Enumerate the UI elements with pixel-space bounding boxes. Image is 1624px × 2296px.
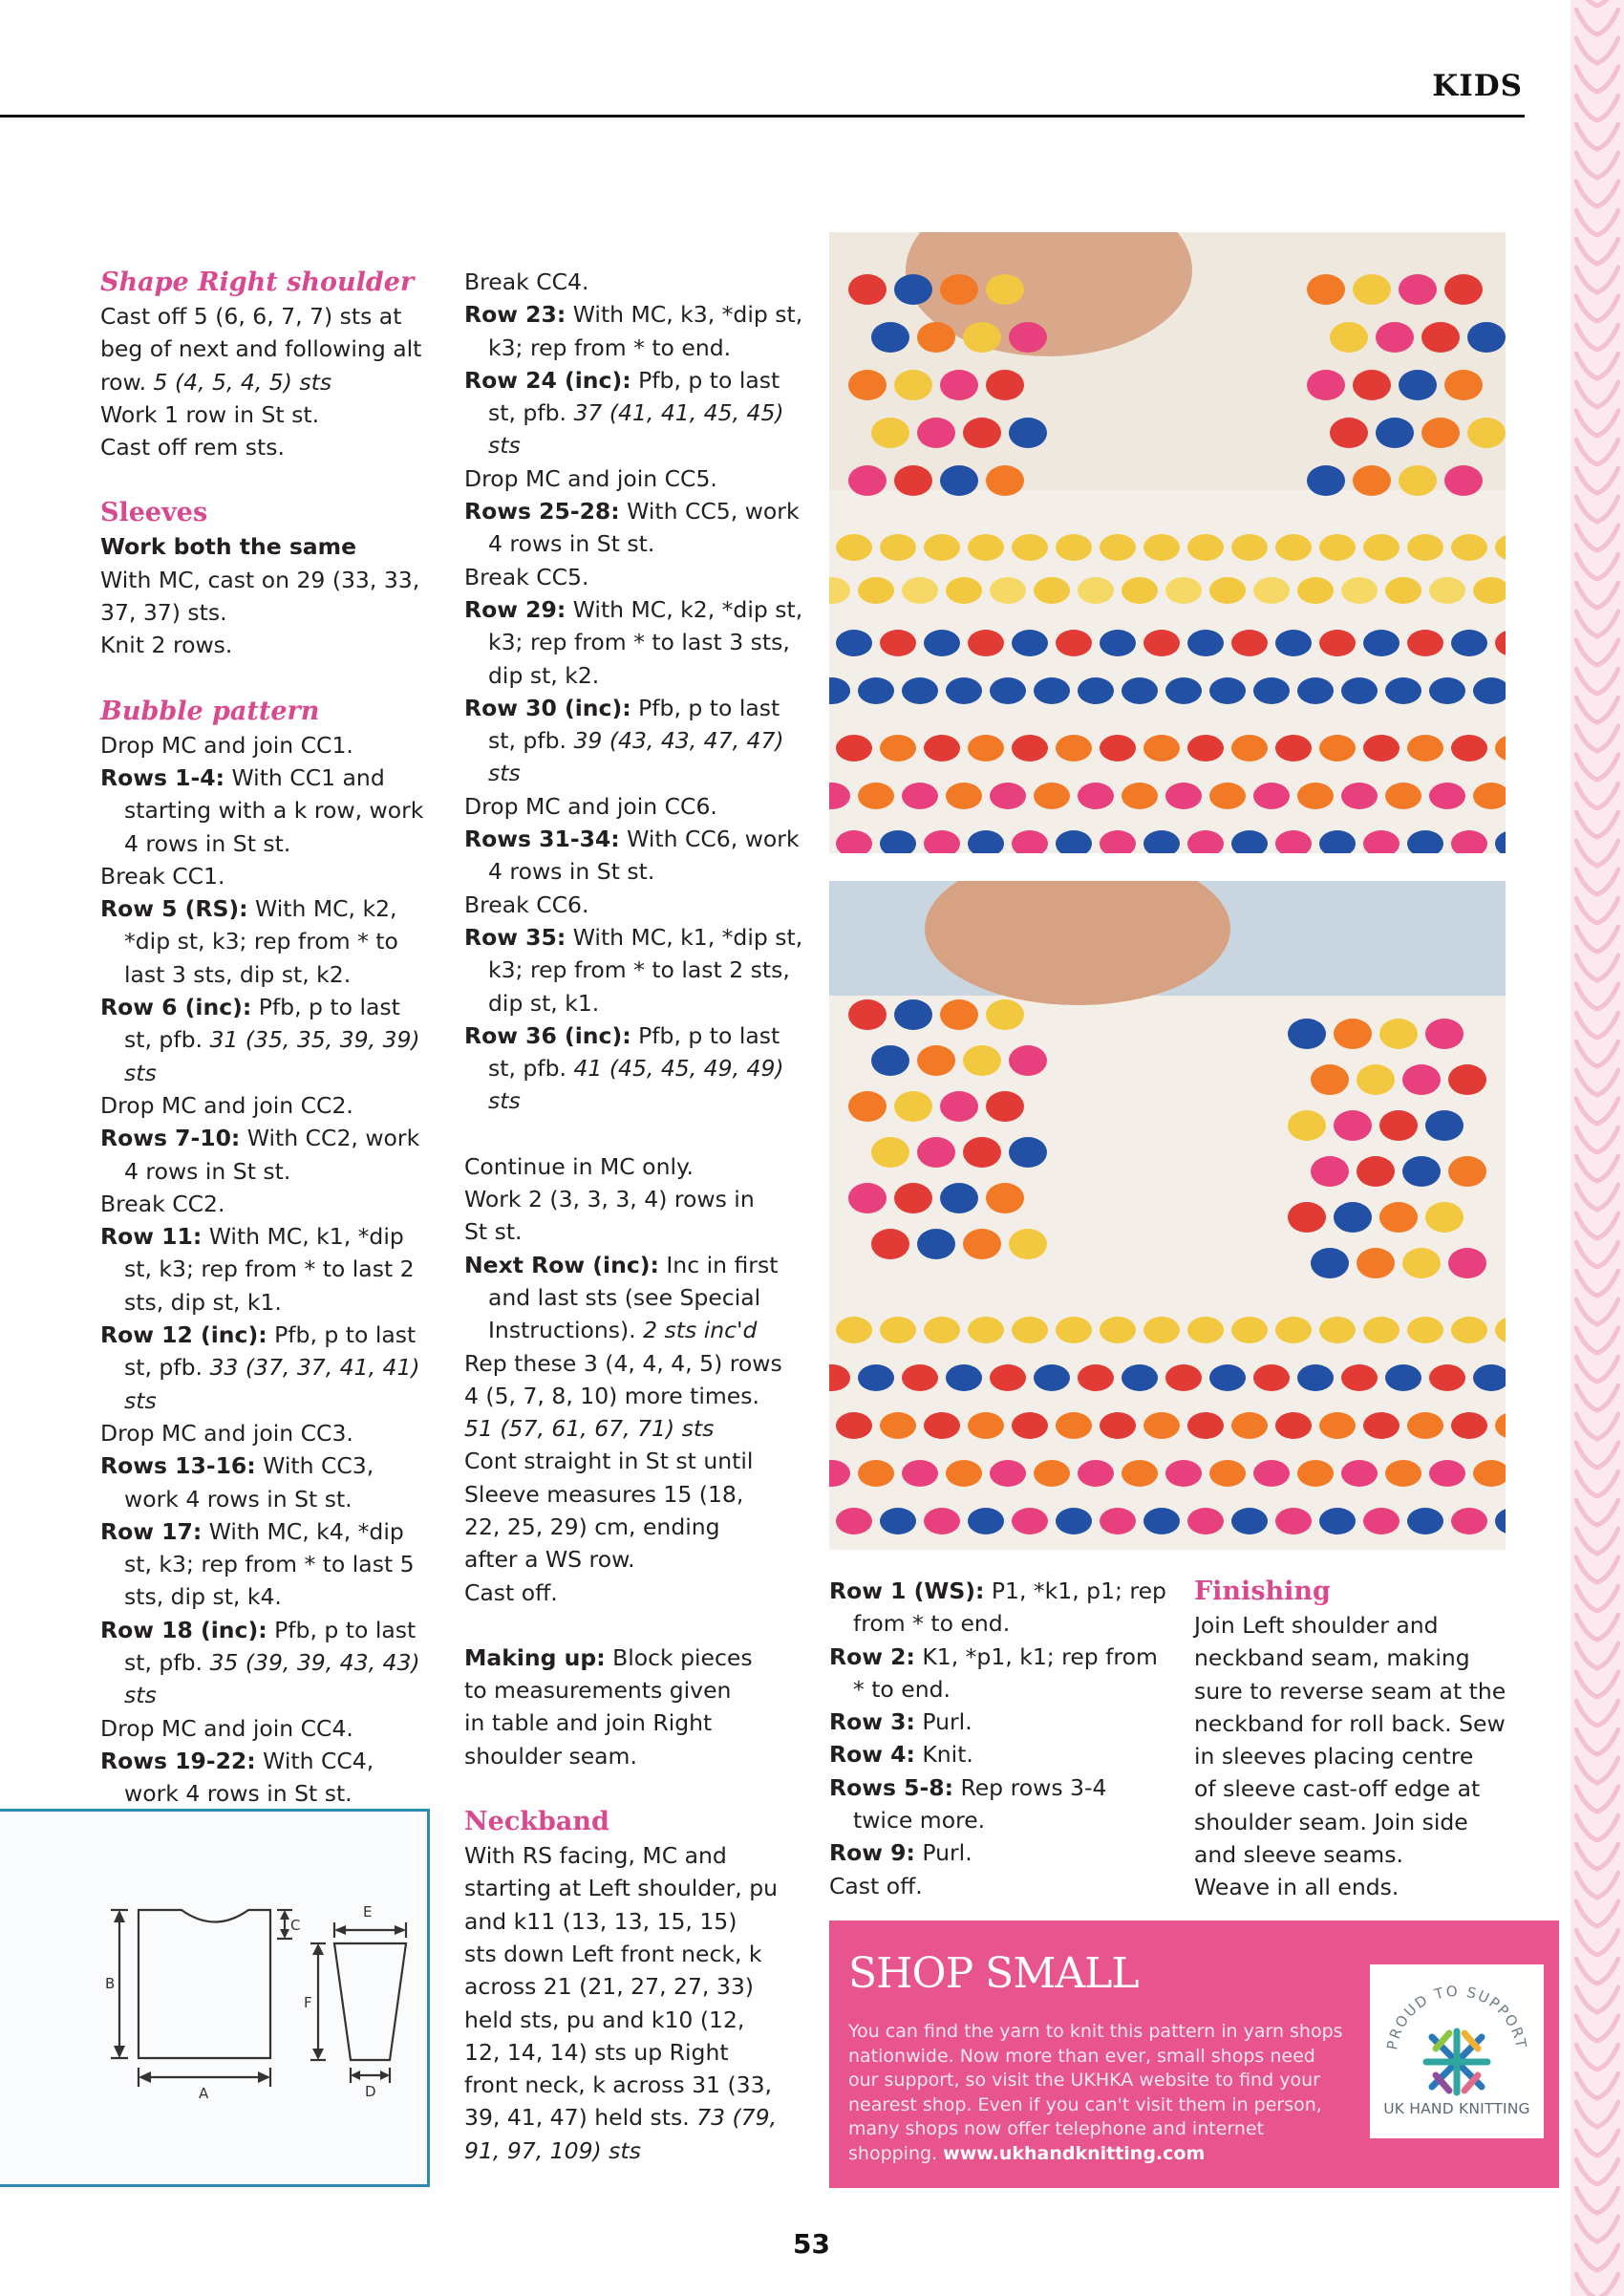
text-line: held sts, pu and k10 (12, [464,2006,745,2033]
shop-small-box [829,1920,1559,2188]
text-line: Drop MC and join CC4. [100,1714,353,1742]
text-line: in sleeves placing centre [1194,1743,1474,1770]
decorative-knit-strip [1571,0,1624,2296]
photo-baby-sweater-bottom [829,881,1506,1550]
text-line: sure to reverse seam at the [1194,1677,1506,1705]
pattern-row: Rows 31-34: With CC6, work 4 rows in St st. [464,826,800,886]
text-line: Break CC4. [464,268,589,295]
text-line: shoulder seam. Join side [1194,1808,1468,1835]
text-line: Cast off 5 (6, 6, 7, 7) sts at [100,303,402,330]
text-line: in table and join Right [464,1709,713,1737]
label-c: C [290,1917,301,1934]
text-line: and sleeve seams. [1194,1841,1403,1869]
text-line: row. 5 (4, 5, 4, 5) sts [100,368,332,396]
text-line: 37, 37) sts. [100,599,227,627]
label-b: B [105,1975,116,1992]
measurement-schematic [0,1809,430,2187]
text-line: front neck, k across 31 (33, [464,2071,772,2099]
badge-name: UK HAND KNITTING [1383,2100,1530,2117]
shop-small-body: You can find the yarn to knit this pattern in yarn shops nationwide. Now more than ever, small shops need our support, so visit the UKHKA website to find your nearest shop. Even if you can't visit them in person, many shops now offer telephone and internet shopping. www.ukhandknitting.com [848,2021,1343,2164]
text-line: Cast off. [464,1578,558,1606]
text-line: 51 (57, 61, 67, 71) sts [464,1415,715,1443]
text-line: Drop MC and join CC5. [464,464,717,492]
text-column-3 [829,1575,1173,1902]
text-line: of sleeve cast-off edge at [1194,1775,1481,1803]
pattern-row: Row 4: Knit. [829,1741,973,1769]
badge-arc-text: PROUD TO SUPPORT [1383,1982,1530,2051]
text-line: Cast off. [829,1872,923,1899]
text-line: neckband for roll back. Sew [1194,1709,1506,1737]
text-line: Break CC5. [464,563,589,590]
label-a: A [199,2085,209,2102]
text-line: Making up: Block pieces [464,1643,753,1671]
section-label: KIDS [1432,69,1523,103]
text-line: Drop MC and join CC1. [100,731,353,759]
pattern-row: Row 11: With MC, k1, *dip st, k3; rep from * to last 2 sts, dip st, k1. [100,1223,415,1316]
body-outline [139,1910,270,2058]
pattern-row: Rows 25-28: With CC5, work 4 rows in St st. [464,498,800,558]
text-line: across 21 (21, 27, 27, 33) [464,1973,754,2001]
text-line: Drop MC and join CC2. [100,1091,353,1119]
text-line: St st. [464,1218,523,1246]
text-column-1 [100,266,425,1810]
label-e: E [363,1903,373,1920]
text-line: 22, 25, 29) cm, ending [464,1513,720,1540]
text-line: Rep these 3 (4, 4, 4, 5) rows [464,1349,782,1377]
text-line: Cont straight in St st until [464,1448,754,1475]
pattern-row: Row 35: With MC, k1, *dip st, k3; rep from * to last 2 sts, dip st, k1. [464,923,803,1017]
uk-hand-knitting-badge [1370,1964,1544,2138]
text-line: Break CC2. [100,1190,225,1217]
text-line: starting at Left shoulder, pu [464,1875,779,1902]
text-line: Cast off rem sts. [100,434,285,461]
text-line: Drop MC and join CC3. [100,1419,353,1447]
pattern-row: Row 12 (inc): Pfb, p to last st, pfb. 33 (37, 37, 41, 41) sts [100,1321,420,1414]
text-column-4 [1194,1575,1519,1904]
text-line: 39, 41, 47) held sts. 73 (79, [464,2104,778,2132]
pattern-row: Row 29: With MC, k2, *dip st, k3; rep from * to last 3 sts, dip st, k2. [464,595,803,689]
text-line: Break CC6. [464,891,589,918]
pattern-row: Row 6 (inc): Pfb, p to last st, pfb. 31 (35, 35, 39, 39) sts [100,994,420,1086]
text-line: With MC, cast on 29 (33, 33, [100,566,420,593]
pattern-row: Row 18 (inc): Pfb, p to last st, pfb. 35 (39, 39, 43, 43) sts [100,1616,420,1709]
text-line: after a WS row. [464,1546,635,1574]
shop-small-title: SHOP SMALL [848,1949,1139,1998]
label-f: F [304,1994,312,2011]
text-line: shoulder seam. [464,1742,637,1770]
text-line: to measurements given [464,1677,732,1705]
text-line: and k11 (13, 13, 15, 15) [464,1907,737,1935]
pattern-row: Rows 13-16: With CC3, work 4 rows in St st. [100,1452,374,1513]
heading-sleeves: Sleeves [100,498,208,528]
text-line: 12, 14, 14) sts up Right [464,2038,729,2066]
text-line: Sleeve measures 15 (18, [464,1480,744,1508]
pattern-row: Row 2: K1, *p1, k1; rep from * to end. [829,1642,1158,1703]
pattern-row: Row 24 (inc): Pfb, p to last st, pfb. 37 (41, 41, 45, 45) sts [464,366,784,460]
pattern-row: Row 1 (WS): P1, *k1, p1; rep from * to end. [829,1577,1166,1638]
heading-neckband: Neckband [464,1807,609,1837]
photo-baby-sweater-top [829,232,1506,853]
text-line: 91, 97, 109) sts [464,2136,641,2164]
pattern-row: Row 3: Purl. [829,1708,972,1736]
pattern-row: Row 17: With MC, k4, *dip st, k3; rep from * to last 5 sts, dip st, k4. [100,1517,415,1611]
pattern-row: Rows 19-22: With CC4, work 4 rows in St st. [100,1747,374,1808]
text-line: Join Left shoulder and [1194,1612,1439,1639]
pattern-row: Row 23: With MC, k3, *dip st, k3; rep from * to end. [464,301,803,361]
badge-logo-icon [1426,2031,1487,2092]
text-line: Work 2 (3, 3, 3, 4) rows in [464,1186,755,1213]
text-column-2 [464,266,808,2167]
pattern-row: Row 9: Purl. [829,1839,972,1867]
pattern-row: Row 5 (RS): With MC, k2, *dip st, k3; rep from * to last 3 sts, dip st, k2. [100,895,398,988]
text-line: beg of next and following alt [100,335,422,363]
text-line: Work 1 row in St st. [100,400,320,428]
pattern-row: Rows 1-4: With CC1 and starting with a k row, work 4 rows in St st. [100,763,424,857]
text-line: Continue in MC only. [464,1152,694,1180]
text-line: Weave in all ends. [1194,1874,1400,1901]
header-rule [0,115,1525,118]
label-d: D [365,2083,376,2100]
pattern-row: Rows 5-8: Rep rows 3-4 twice more. [829,1773,1107,1835]
heading-finishing: Finishing [1194,1577,1331,1606]
text-line: sts down Left front neck, k [464,1940,762,1967]
heading-bubble-pattern: Bubble pattern [100,696,320,726]
heading-shape-right-shoulder: Shape Right shoulder [100,268,415,297]
ukhk-link[interactable]: www.ukhandknitting.com [943,2142,1206,2164]
text-line: 4 (5, 7, 8, 10) more times. [464,1382,759,1409]
pattern-row: Rows 7-10: With CC2, work 4 rows in St st. [100,1125,420,1185]
text-line: Break CC1. [100,862,225,890]
text-line: With RS facing, MC and [464,1842,727,1870]
text-line: neckband seam, making [1194,1644,1470,1672]
sleeve-outline [334,1943,406,2060]
page-number: 53 [793,2228,830,2260]
pattern-row: Next Row (inc): Inc in first and last sts (see Special Instructions). 2 sts inc'd [464,1251,779,1344]
subheading-work-both: Work both the same [100,533,357,561]
text-line: Knit 2 rows. [100,632,233,659]
pattern-row: Row 36 (inc): Pfb, p to last st, pfb. 41 (45, 45, 49, 49) sts [464,1021,784,1115]
text-line: Drop MC and join CC6. [464,792,717,820]
pattern-row: Row 30 (inc): Pfb, p to last st, pfb. 39 (43, 43, 47, 47) sts [464,694,784,787]
